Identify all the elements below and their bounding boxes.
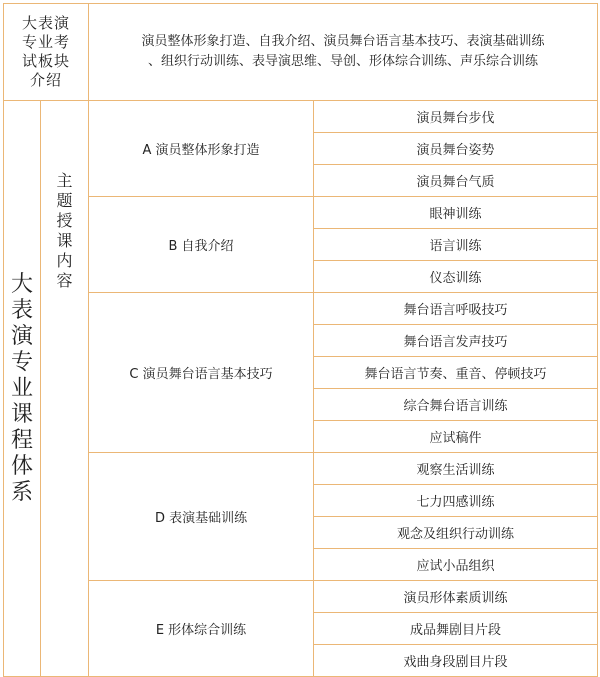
label-line: 大表演 — [22, 14, 71, 32]
module-title: A 演员整体形象打造 — [89, 101, 314, 197]
module-title: B 自我介绍 — [89, 197, 314, 293]
module-item: 应试小品组织 — [314, 549, 598, 581]
module-item: 成品舞剧目片段 — [314, 613, 598, 645]
module-item-row — [4, 581, 598, 613]
system-title-char: 体 — [10, 453, 33, 479]
module-item: 仪态训练 — [314, 261, 598, 293]
system-title-char: 业 — [10, 375, 33, 401]
content-title-char: 容 — [56, 271, 73, 290]
system-title-char: 系 — [10, 479, 33, 505]
module-item-row — [4, 453, 598, 485]
module-item: 舞台语言呼吸技巧 — [314, 293, 598, 325]
content-title-char: 内 — [56, 251, 73, 270]
module-item: 综合舞台语言训练 — [314, 389, 598, 421]
module-title: E 形体综合训练 — [89, 581, 314, 677]
curriculum-system-title — [4, 101, 41, 677]
label-line: 介绍 — [30, 71, 63, 89]
module-item: 演员舞台气质 — [314, 165, 598, 197]
content-title-char: 课 — [56, 231, 73, 250]
module-item-row — [4, 101, 598, 133]
module-item: 七力四感训练 — [314, 485, 598, 517]
system-title-char: 大 — [10, 271, 33, 297]
system-title-char: 课 — [10, 401, 33, 427]
system-title-char: 演 — [10, 323, 33, 349]
label-line: 试板块 — [22, 52, 71, 70]
system-title-char: 表 — [10, 297, 33, 323]
content-title-char: 题 — [56, 191, 73, 210]
module-item: 观察生活训练 — [314, 453, 598, 485]
content-title — [41, 101, 89, 677]
module-item: 舞台语言发声技巧 — [314, 325, 598, 357]
curriculum-table — [3, 3, 598, 677]
module-item: 眼神训练 — [314, 197, 598, 229]
module-item: 舞台语言节奏、重音、停顿技巧 — [314, 357, 598, 389]
header-row — [4, 4, 598, 101]
description-line: 演员整体形象打造、自我介绍、演员舞台语言基本技巧、表演基础训练 — [141, 34, 545, 49]
exam-module-label — [4, 4, 89, 101]
label-line: 专业考 — [22, 33, 71, 51]
module-item-row — [4, 197, 598, 229]
content-title-char: 授 — [56, 211, 73, 230]
module-title: D 表演基础训练 — [89, 453, 314, 581]
system-title-char: 程 — [10, 427, 33, 453]
system-title-char: 专 — [10, 349, 33, 375]
description-line: 、组织行动训练、表导演思维、导创、形体综合训练、声乐综合训练 — [148, 54, 539, 69]
module-item: 应试稿件 — [314, 421, 598, 453]
module-item: 戏曲身段剧目片段 — [314, 645, 598, 677]
module-item: 演员舞台步伐 — [314, 101, 598, 133]
exam-module-description — [89, 4, 598, 101]
module-item: 语言训练 — [314, 229, 598, 261]
module-item: 观念及组织行动训练 — [314, 517, 598, 549]
module-item: 演员形体素质训练 — [314, 581, 598, 613]
content-title-char: 主 — [56, 171, 73, 190]
module-item-row — [4, 293, 598, 325]
module-title: C 演员舞台语言基本技巧 — [89, 293, 314, 453]
module-item: 演员舞台姿势 — [314, 133, 598, 165]
